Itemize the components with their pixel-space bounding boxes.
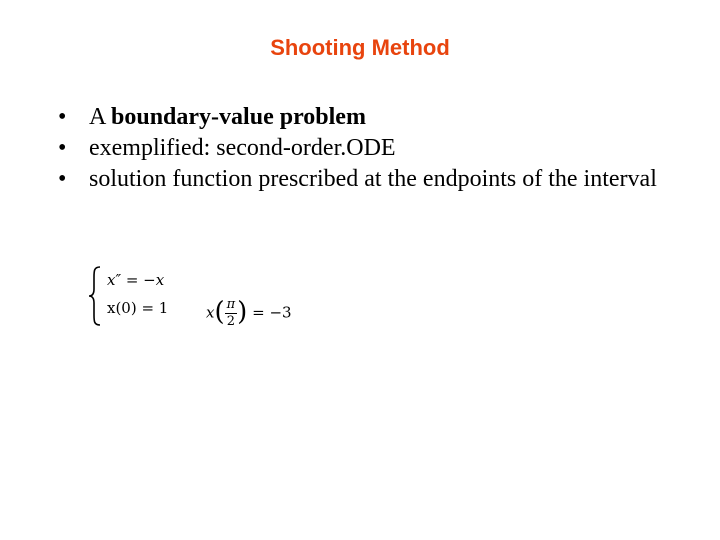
fraction-denominator: 2: [226, 314, 236, 329]
right-paren: ): [237, 296, 248, 327]
left-brace-icon: [88, 265, 102, 327]
bullet-mark: •: [58, 135, 67, 161]
end-condition-value: = −3: [252, 303, 292, 322]
bullet-item: [56, 164, 676, 195]
fraction: [225, 298, 238, 329]
bullet-item: [56, 133, 676, 164]
bullet-text-bold: boundary-value problem: [111, 104, 366, 130]
bullet-mark: •: [58, 166, 67, 192]
equation-initial-condition: x(0) = 1: [107, 299, 169, 317]
bullet-item: [56, 102, 676, 133]
slide-title: Shooting Method: [270, 35, 450, 60]
left-paren: (: [214, 296, 225, 327]
equation-ode: x″ = −x: [107, 271, 165, 289]
equation-end-condition: [206, 298, 292, 329]
bullet-text-prefix: A: [89, 104, 112, 130]
bullet-text: exemplified: second-order.ODE: [89, 135, 396, 161]
boundary-value-equation: [88, 264, 328, 334]
bullet-list: [56, 102, 676, 195]
fraction-numerator: π: [226, 297, 236, 312]
bullet-text: solution function prescribed at the endpoints of the interval: [89, 166, 657, 192]
end-condition-function: x: [206, 303, 215, 322]
bullet-mark: •: [58, 104, 67, 130]
